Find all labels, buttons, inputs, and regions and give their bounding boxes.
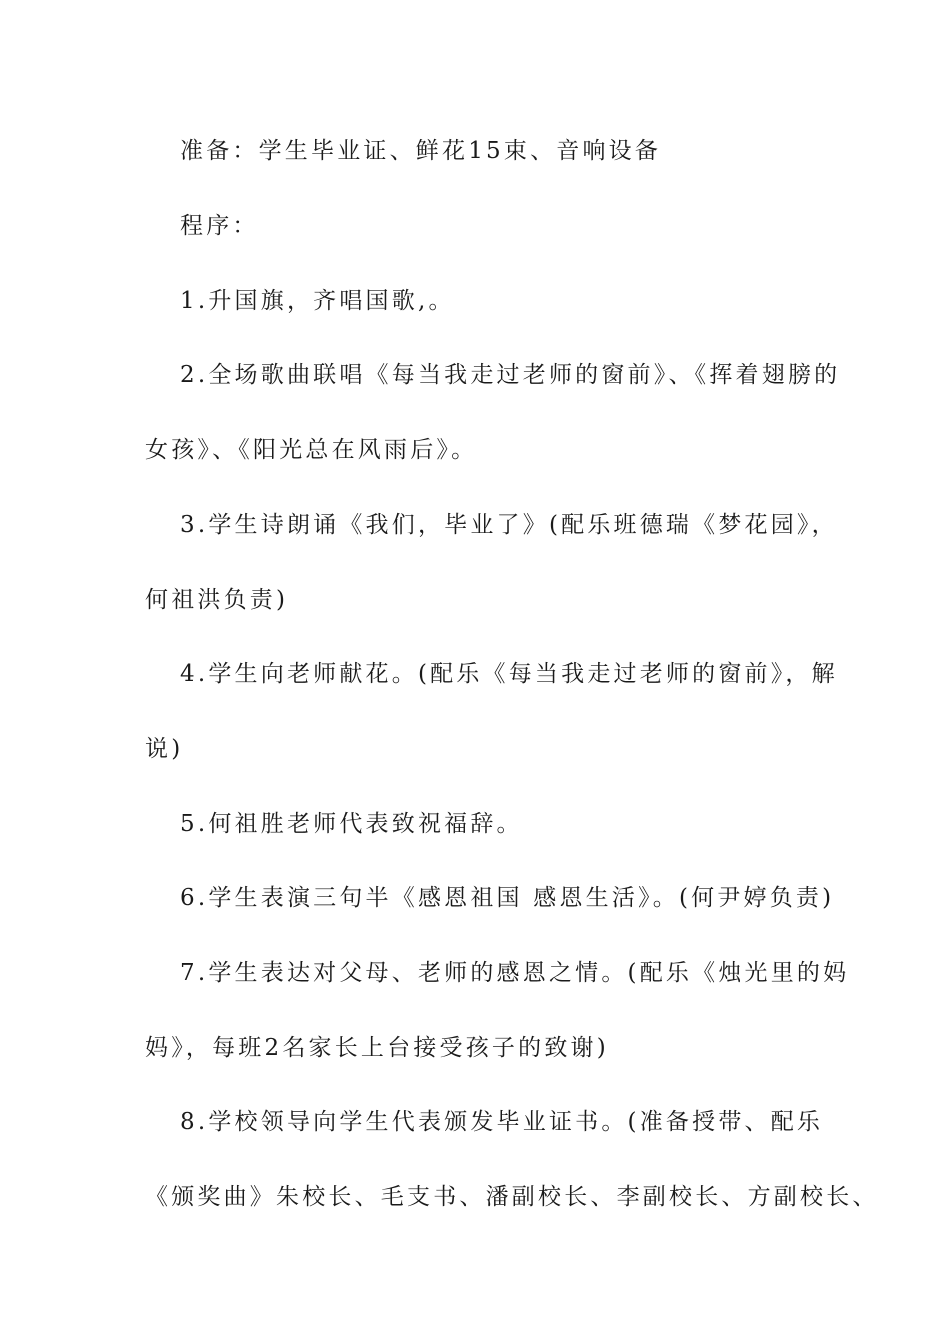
preparation-line: 准备：学生毕业证、鲜花15束、音响设备 [180,138,662,164]
procedure-item-6: 6.学生表演三句半《感恩祖国 感恩生活》。(何尹婷负责) [180,885,835,911]
procedure-item-4-continued: 说) [145,736,184,762]
procedure-item-3: 3.学生诗朗诵《我们，毕业了》(配乐班德瑞《梦花园》， [180,512,838,538]
procedure-item-4: 4.学生向老师献花。(配乐《每当我走过老师的窗前》，解 [180,661,838,687]
procedure-item-2-continued: 女孩》、《阳光总在风雨后》。 [145,437,478,463]
procedure-item-7-continued: 妈》，每班2名家长上台接受孩子的致谢) [145,1035,609,1061]
procedure-item-7: 7.学生表达对父母、老师的感恩之情。(配乐《烛光里的妈 [180,960,850,986]
procedure-item-5: 5.何祖胜老师代表致祝福辞。 [180,811,523,837]
procedure-item-1: 1.升国旗，齐唱国歌,。 [180,288,455,314]
procedure-item-2: 2.全场歌曲联唱《每当我走过老师的窗前》、《挥着翅膀的 [180,362,841,388]
procedure-item-8-continued: 《颁奖曲》朱校长、毛支书、潘副校长、李副校长、方副校长、 [145,1184,879,1210]
procedure-item-3-continued: 何祖洪负责) [145,587,289,613]
procedure-item-8: 8.学校领导向学生代表颁发毕业证书。(准备授带、配乐 [180,1109,824,1135]
procedure-heading: 程序： [180,213,259,239]
